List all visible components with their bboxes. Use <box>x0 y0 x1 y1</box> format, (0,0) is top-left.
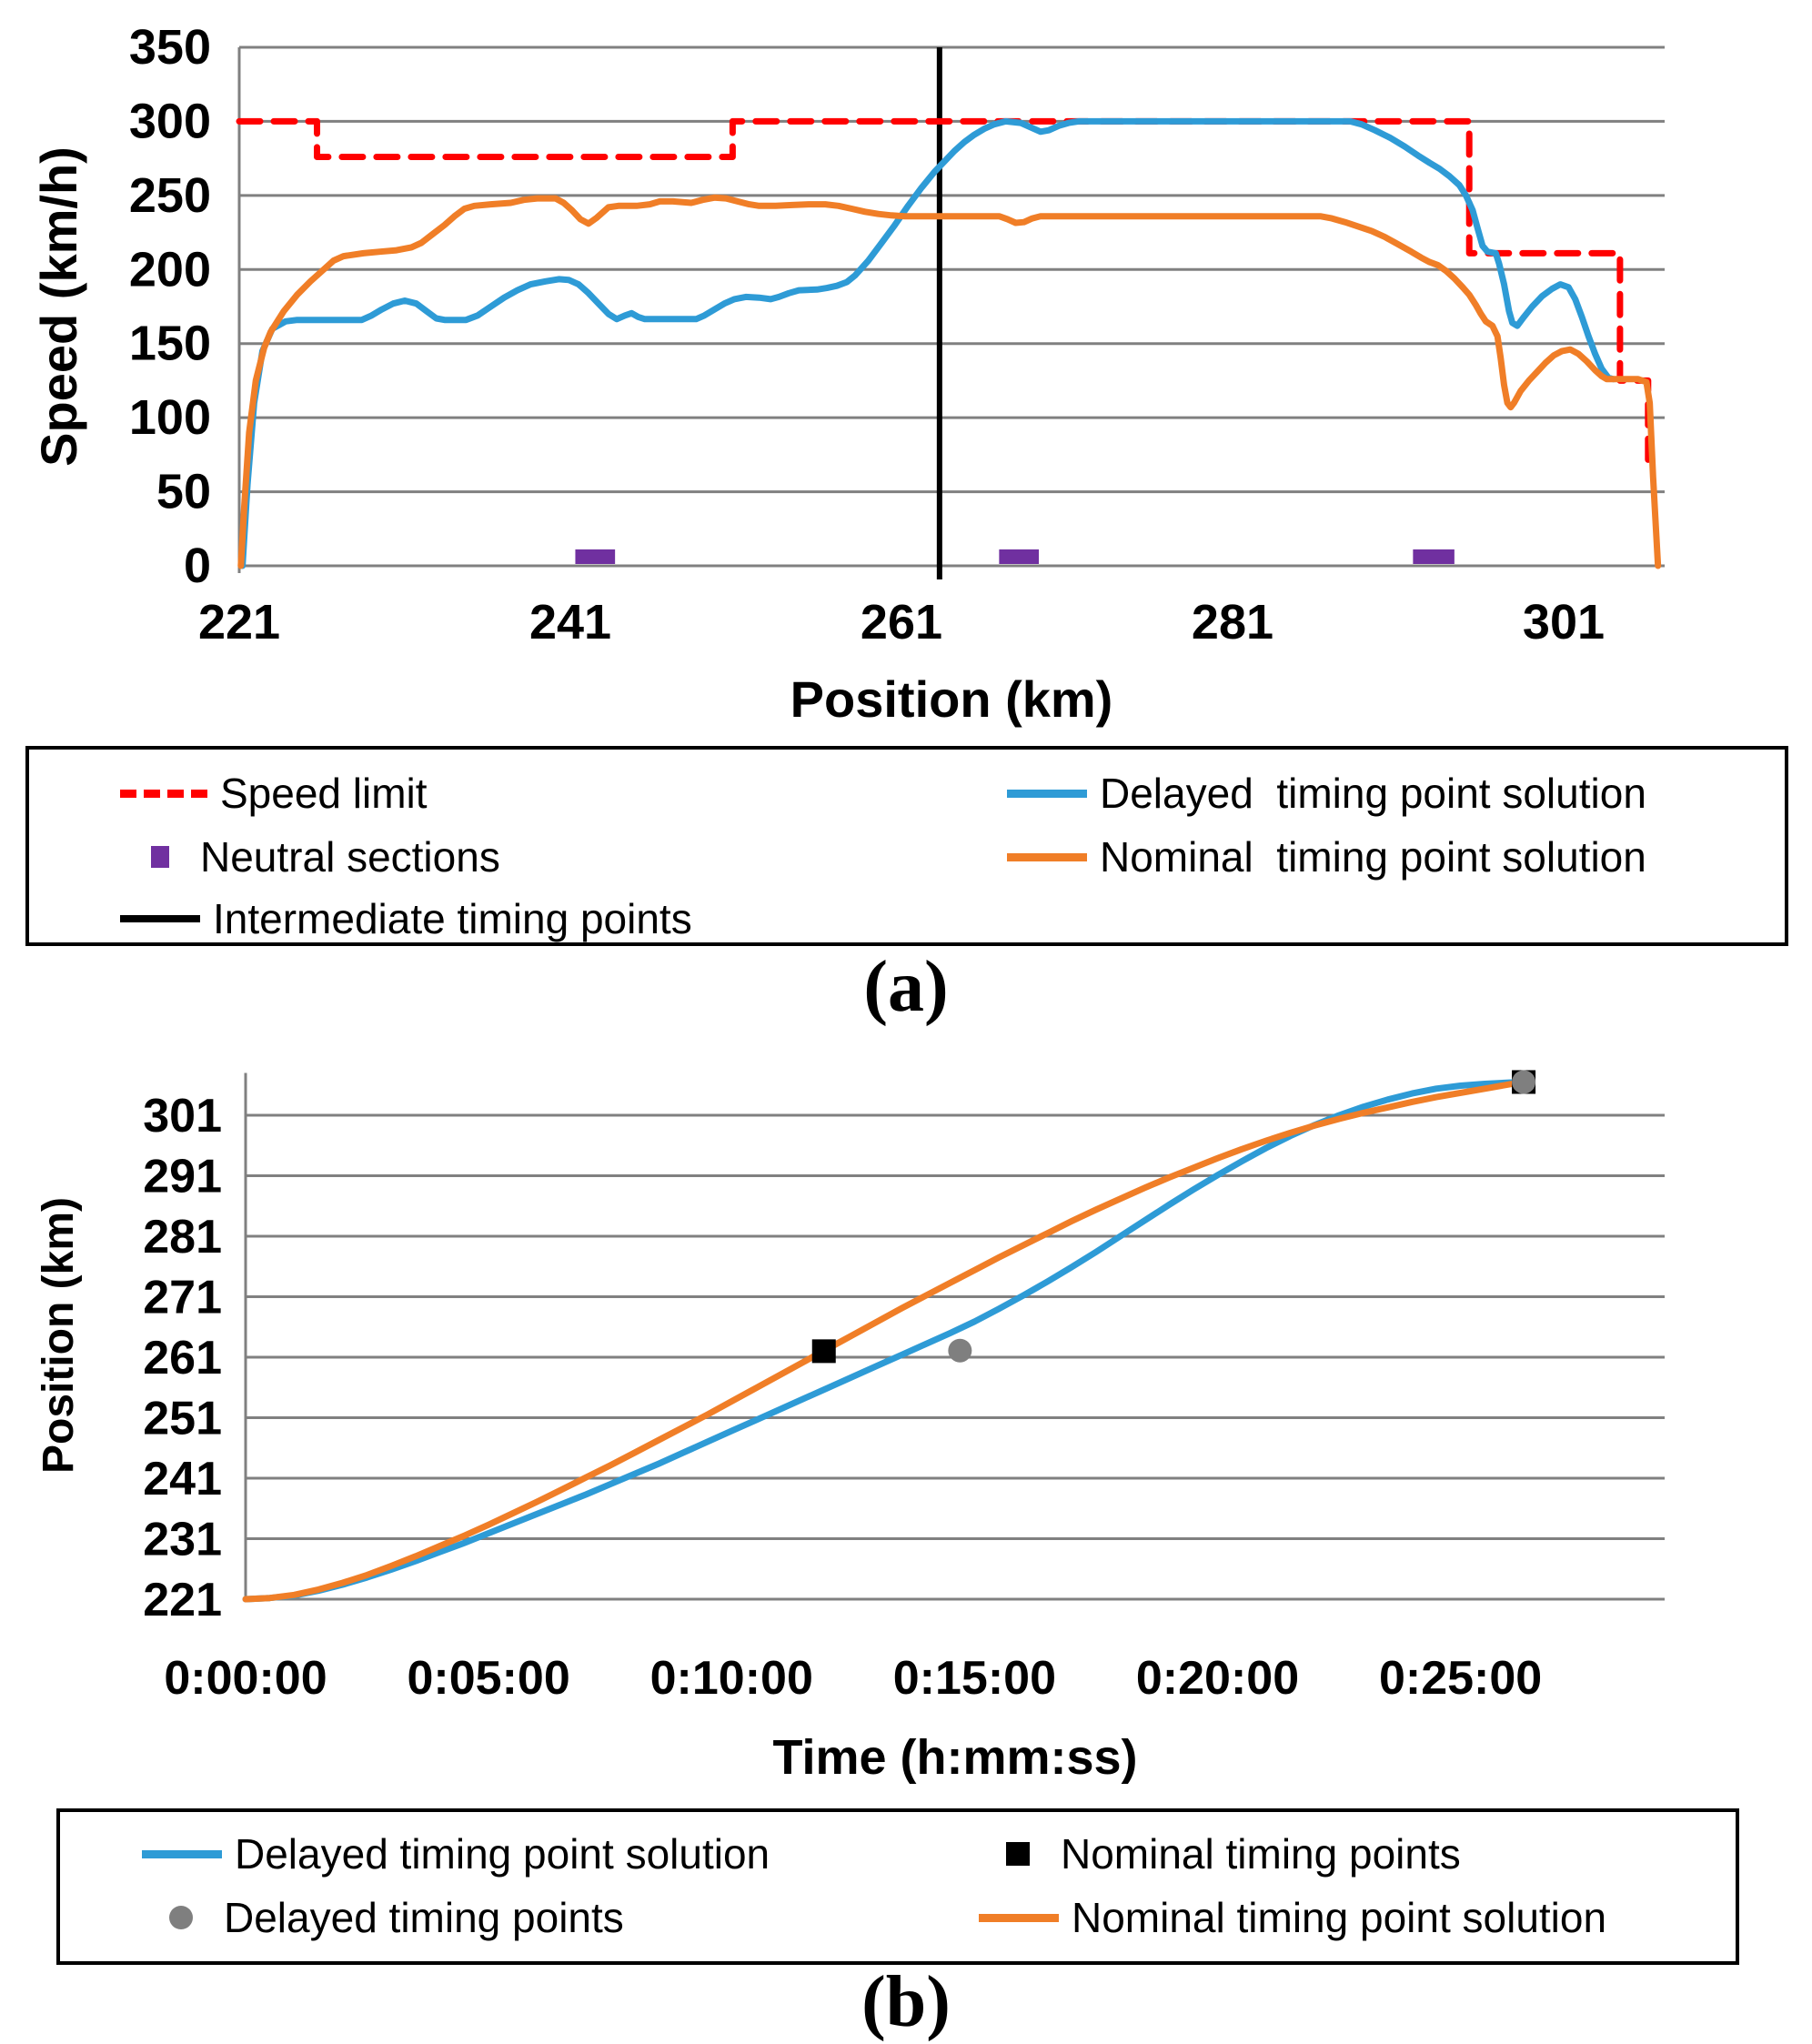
legend-label: Delayed timing points <box>224 1894 624 1941</box>
chart-b-x-tick-label: 0:05:00 <box>407 1652 570 1705</box>
orange-line-swatch-icon <box>979 1914 1059 1922</box>
legend-label: Neutral sections <box>200 833 500 881</box>
legend-item-speed-limit <box>120 766 428 821</box>
legend-item-nominal-solution <box>1007 830 1646 884</box>
chart-b-x-tick-label: 0:25:00 <box>1378 1652 1543 1705</box>
chart-a-y-tick-label: 150 <box>128 316 211 371</box>
caption-b: (b) <box>861 1962 951 2042</box>
chart-b-y-tick-label: 291 <box>143 1150 222 1203</box>
chart-b-y-tick-label: 271 <box>143 1271 222 1324</box>
chart-a-x-tick-label: 221 <box>197 595 281 649</box>
chart-b-series-nominal-line <box>246 1082 1524 1600</box>
chart-a-neutral-section-marker <box>575 549 615 564</box>
red-dashed-line-swatch-icon <box>120 790 207 798</box>
chart-b-series-delayed-line <box>246 1082 1524 1600</box>
chart-b-x-tick-label: 0:15:00 <box>892 1652 1056 1705</box>
chart-a-neutral-section-marker <box>999 549 1039 564</box>
chart-b-x-tick-label: 0:10:00 <box>649 1652 813 1705</box>
chart-a-series-speed_limit-line <box>239 121 1648 462</box>
chart-a-y-axis-title: Speed (km/h) <box>30 146 87 467</box>
chart-a-x-tick-label: 301 <box>1522 595 1606 649</box>
chart-a-x-axis-title: Position (km) <box>790 670 1113 728</box>
legend-item-nominal-timing-points <box>979 1827 1461 1881</box>
chart-b-x-tick-label: 0:00:00 <box>164 1652 327 1705</box>
chart-b-x-tick-label: 0:20:00 <box>1135 1652 1300 1705</box>
chart-a-neutral-section-marker <box>1413 549 1454 564</box>
chart-a-y-tick-label: 0 <box>183 539 211 593</box>
blue-line-swatch-icon <box>142 1850 222 1858</box>
legend-label: Nominal timing point solution <box>1072 1894 1607 1941</box>
legend-label: Nominal timing points <box>1061 1830 1461 1878</box>
chart-a-y-tick-label: 100 <box>128 390 211 446</box>
chart-b-y-axis-title: Position (km) <box>35 1196 83 1475</box>
legend-chart-a <box>25 746 1788 946</box>
orange-line-swatch-icon <box>1007 853 1087 861</box>
chart-a-x-tick-label: 241 <box>528 595 612 649</box>
chart-b-delayed-timing-point-marker <box>1512 1070 1535 1093</box>
black-line-swatch-icon <box>120 915 200 922</box>
legend-label: Speed limit <box>220 770 428 817</box>
chart-a-x-tick-label: 261 <box>860 595 943 649</box>
chart-b-y-tick-label: 251 <box>143 1392 222 1445</box>
legend-item-delayed-solution <box>1007 766 1646 821</box>
chart-a-y-tick-label: 300 <box>128 94 211 149</box>
chart-a-y-tick-label: 200 <box>128 242 211 297</box>
legend-item-neutral-sections <box>120 830 500 884</box>
chart-b-delayed-timing-point-marker <box>948 1339 971 1363</box>
black-square-swatch-icon <box>1006 1842 1030 1866</box>
chart-a-y-tick-label: 350 <box>128 20 211 75</box>
legend-label: Intermediate timing points <box>213 895 692 942</box>
gray-circle-swatch-icon <box>169 1906 193 1929</box>
blue-line-swatch-icon <box>1007 790 1087 798</box>
chart-b-y-tick-label: 261 <box>143 1332 222 1385</box>
chart-a-y-tick-label: 250 <box>128 167 211 223</box>
chart-b-y-tick-label: 231 <box>143 1513 222 1566</box>
legend-item-intermediate-timing-points <box>120 891 692 946</box>
legend-item-delayed-timing-points <box>142 1890 624 1945</box>
legend-chart-b <box>56 1808 1739 1965</box>
chart-a-series-nominal-line <box>241 197 1658 566</box>
purple-square-swatch-icon <box>151 846 169 868</box>
legend-item-delayed-solution <box>142 1827 770 1881</box>
legend-label: Delayed timing point solution <box>1100 770 1646 817</box>
chart-b-y-tick-label: 221 <box>143 1574 222 1626</box>
chart-b-x-axis-title: Time (h:mm:ss) <box>772 1730 1138 1785</box>
chart-b-y-tick-label: 281 <box>143 1211 222 1264</box>
caption-a: (a) <box>863 947 949 1027</box>
legend-label: Delayed timing point solution <box>235 1830 770 1878</box>
legend-label: Nominal timing point solution <box>1100 833 1646 881</box>
chart-b-nominal-timing-point-marker <box>812 1339 836 1363</box>
chart-b-y-tick-label: 301 <box>143 1090 222 1143</box>
legend-item-nominal-solution <box>979 1890 1606 1945</box>
chart-a-y-tick-label: 50 <box>156 464 211 519</box>
chart-a-x-tick-label: 281 <box>1191 595 1274 649</box>
chart-b-y-tick-label: 241 <box>143 1453 222 1506</box>
